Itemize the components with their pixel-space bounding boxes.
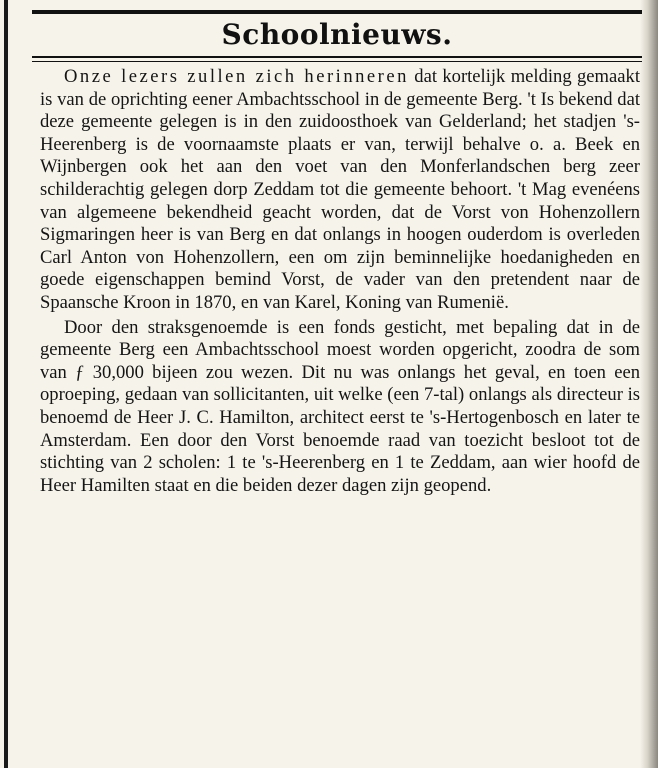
paragraph-lead: Onze lezers zullen zich herinneren <box>64 66 409 87</box>
article-body <box>40 66 640 497</box>
paragraph-text: dat kortelijk melding gemaakt is van de oprichting eener Ambachtsschool in de gemeente Berg. 't Is bekend dat deze gemeente gelegen is in den zuidoosthoek van Gelderland; het stadjen 's-Heerenberg is de voornaamste plaats er van, terwijl behalve o. a. Beek en Wijnbergen ook het aan den voet van den Monferlandschen berg zeer schilderachtig gelegen dorp Zeddam tot die gemeente behoort. 't Mag evenéens van algemeene bekendheid geacht worden, dat de Vorst von Hohenzollern Sigmaringen heer is van Berg en dat onlangs in hoogen ouderdom is overleden Carl Anton von Hohenzollern, een om zijn beminnelijke hoedanigheden en goede eigenschappen bemind Vorst, de vader van den pretendent naar de Spaansche Kroon in 1870, en van Karel, Koning van Rumenië. <box>40 66 640 313</box>
title-rule-thin <box>32 61 642 62</box>
column-rule-left <box>4 0 8 768</box>
page-edge-shadow <box>640 0 658 768</box>
title-rule <box>32 56 642 58</box>
article-paragraph <box>40 66 640 315</box>
article-title: Schoolnieuws. <box>221 18 453 51</box>
article-paragraph: Door den straksgenoemde is een fonds gesticht, met bepaling dat in de gemeente Berg een Ambachtsschool moest worden opgericht, zoodra de som van ƒ 30,000 bijeen zou wezen. Dit nu was onlangs het geval, en toen een oproeping, gedaan van sollicitanten, uit welke (een 7-tal) onlangs als directeur is benoemd de Heer J. C. Hamilton, architect eerst te 's-Hertogenbosch en later te Amsterdam. Een door den Vorst benoemde raad van toezicht besloot tot de stichting van 2 scholen: 1 te 's-Heerenberg en 1 te Zeddam, aan wier hoofd de Heer Hamilten staat en die beiden dezer dagen zijn geopend. <box>40 316 640 496</box>
top-rule <box>32 10 642 14</box>
